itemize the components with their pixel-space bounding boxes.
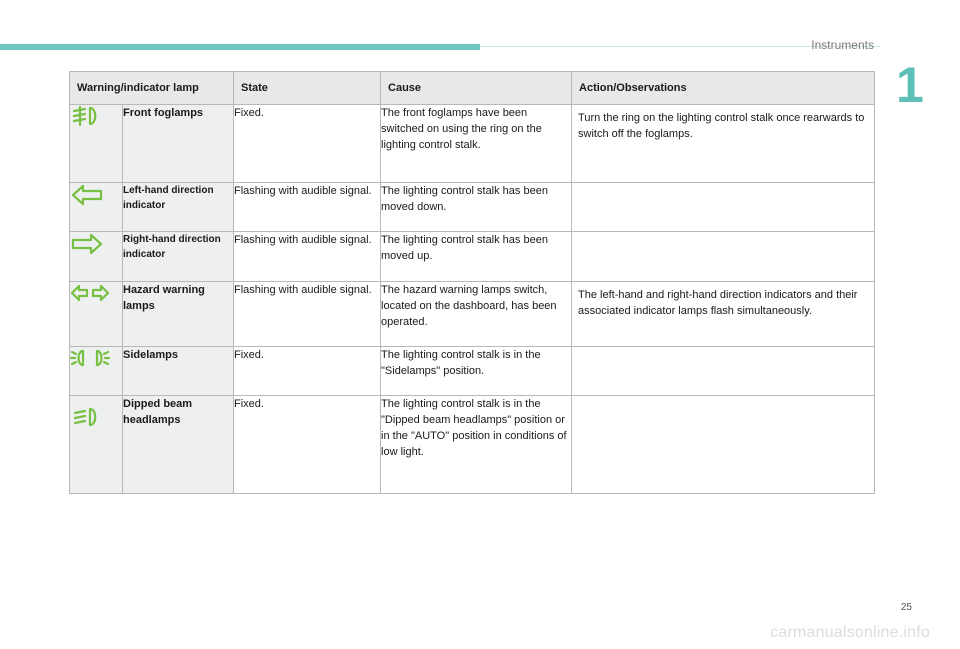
column-header-lamp: Warning/indicator lamp <box>70 72 234 105</box>
row-action: Turn the ring on the lighting control stalk once rearwards to switch off the foglamps. <box>572 105 875 183</box>
table-row <box>70 105 875 183</box>
row-action <box>572 396 875 494</box>
section-title: Instruments <box>811 38 874 52</box>
row-action <box>572 347 875 396</box>
row-icon-cell <box>70 183 123 232</box>
column-header-state: State <box>234 72 381 105</box>
row-lamp-name: Sidelamps <box>123 347 234 396</box>
row-icon-cell <box>70 347 123 396</box>
row-state: Fixed. <box>234 105 381 183</box>
watermark: carmanualsonline.info <box>770 624 930 641</box>
row-state: Flashing with audible signal. <box>234 282 381 347</box>
chapter-number: 1 <box>896 57 924 113</box>
row-action <box>572 183 875 232</box>
hazard-warning-lamps-icon <box>70 282 110 304</box>
table-row <box>70 396 875 494</box>
dipped-beam-headlamps-icon <box>70 406 100 428</box>
page-number: 25 <box>900 602 912 613</box>
front-foglamps-icon <box>70 105 100 127</box>
row-cause: The lighting control stalk is in the "Sidelamps" position. <box>381 347 572 396</box>
row-lamp-name: Hazard warning lamps <box>123 282 234 347</box>
row-icon-cell <box>70 396 123 494</box>
sidelamps-icon <box>70 347 110 369</box>
row-action: The left-hand and right-hand direction indicators and their associated indicator lamps flash simultaneously. <box>572 282 875 347</box>
column-header-action: Action/Observations <box>572 72 875 105</box>
row-lamp-name: Dipped beam headlamps <box>123 396 234 494</box>
row-cause: The hazard warning lamps switch, located on the dashboard, has been operated. <box>381 282 572 347</box>
header-accent-bar <box>0 44 480 50</box>
row-icon-cell <box>70 282 123 347</box>
row-state: Flashing with audible signal. <box>234 183 381 232</box>
row-cause: The front foglamps have been switched on using the ring on the lighting control stalk. <box>381 105 572 183</box>
table-row <box>70 232 875 282</box>
chapter-tab <box>896 57 924 113</box>
table-row <box>70 183 875 232</box>
row-state: Flashing with audible signal. <box>234 232 381 282</box>
column-header-cause: Cause <box>381 72 572 105</box>
left-direction-indicator-icon <box>70 183 104 207</box>
row-cause: The lighting control stalk is in the "Dipped beam headlamps" position or in the "AUTO" position in conditions of low light. <box>381 396 572 494</box>
row-cause: The lighting control stalk has been moved up. <box>381 232 572 282</box>
row-state: Fixed. <box>234 396 381 494</box>
row-cause: The lighting control stalk has been moved down. <box>381 183 572 232</box>
table-header-row <box>70 72 875 105</box>
table-row <box>70 282 875 347</box>
table-row <box>70 347 875 396</box>
warning-lamps-table <box>69 71 875 494</box>
row-lamp-name: Left-hand direction indicator <box>123 183 234 232</box>
row-action <box>572 232 875 282</box>
right-direction-indicator-icon <box>70 232 104 256</box>
row-icon-cell <box>70 232 123 282</box>
row-lamp-name: Right-hand direction indicator <box>123 232 234 282</box>
row-state: Fixed. <box>234 347 381 396</box>
row-lamp-name: Front foglamps <box>123 105 234 183</box>
row-icon-cell <box>70 105 123 183</box>
